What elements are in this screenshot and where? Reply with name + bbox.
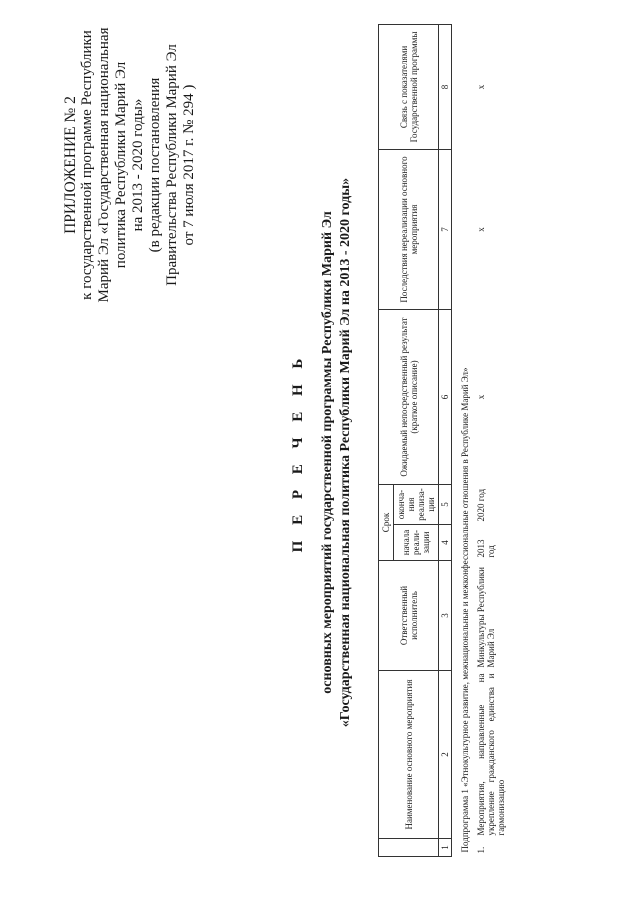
subprogram-title: Подпрограмма 1 «Этнокультурное развитие, межнациональные и межконфессиональные отношения в Республике Марий Эл»: [460, 367, 470, 853]
appendix-line: (в редакции постановления: [147, 77, 163, 253]
column-number: 3: [439, 561, 452, 671]
column-number: 2: [439, 671, 452, 839]
header-start: начала реали-зации: [394, 525, 439, 561]
appendix-line: к государственной программе Республики: [79, 30, 95, 300]
header-link: Связь с показателями Государственной программы: [379, 24, 439, 149]
header-end: оконча-ния реализа-ции: [394, 484, 439, 524]
column-number: 6: [439, 309, 452, 484]
appendix-block: [62, 0, 198, 335]
appendix-line: на 2013 - 2020 годы»: [130, 98, 146, 232]
measures-table: [378, 24, 508, 857]
appendix-line: политика Республики Марий Эл: [113, 61, 129, 269]
row-link: x: [476, 84, 486, 90]
column-number: 7: [439, 149, 452, 309]
header-result: Ожидаемый непосредственный результат (краткое описание): [379, 309, 439, 484]
document-subtitle: основных мероприятий государственной программы Республики Марий Эл: [320, 211, 335, 694]
appendix-line: Марий Эл «Государственная национальная: [96, 27, 112, 303]
table-header-row: [379, 24, 394, 856]
row-consequences: x: [476, 227, 486, 232]
row-result: x: [476, 394, 486, 400]
subprogram-row: [452, 24, 477, 856]
document-subtitle-program: «Государственная национальная политика Республики Марий Эл на 2013 - 2020 годы»: [338, 177, 353, 728]
appendix-heading: ПРИЛОЖЕНИЕ № 2: [62, 96, 79, 234]
appendix-line: Правительства Республики Марий Эл: [164, 44, 180, 286]
row-start: 2013 год: [476, 539, 496, 558]
column-number: 4: [439, 525, 452, 561]
header-consequences: Последствия нереализации основного мероприятия: [379, 149, 439, 309]
row-end: 2020 год: [476, 488, 486, 522]
appendix-line: от 7 июля 2017 г. № 294 ): [181, 84, 197, 246]
column-number: 1: [439, 839, 452, 857]
header-name: Наименование основного мероприятия: [379, 671, 439, 839]
row-name: Мероприятия, направленные на укрепление гражданского единства и гармонизацию: [476, 673, 506, 836]
table-row: [476, 24, 508, 856]
row-executor: Минкультуры Республики Марий Эл: [476, 567, 496, 668]
column-number: 8: [439, 24, 452, 149]
header-period: Срок: [379, 484, 394, 560]
row-number: 1.: [476, 846, 486, 854]
document-title: П Е Р Е Ч Е Н Ь: [290, 352, 306, 553]
header-executor: Ответственный исполнитель: [379, 561, 439, 671]
header-num: [379, 839, 439, 857]
column-number: 5: [439, 484, 452, 524]
column-numbers-row: [439, 24, 452, 856]
